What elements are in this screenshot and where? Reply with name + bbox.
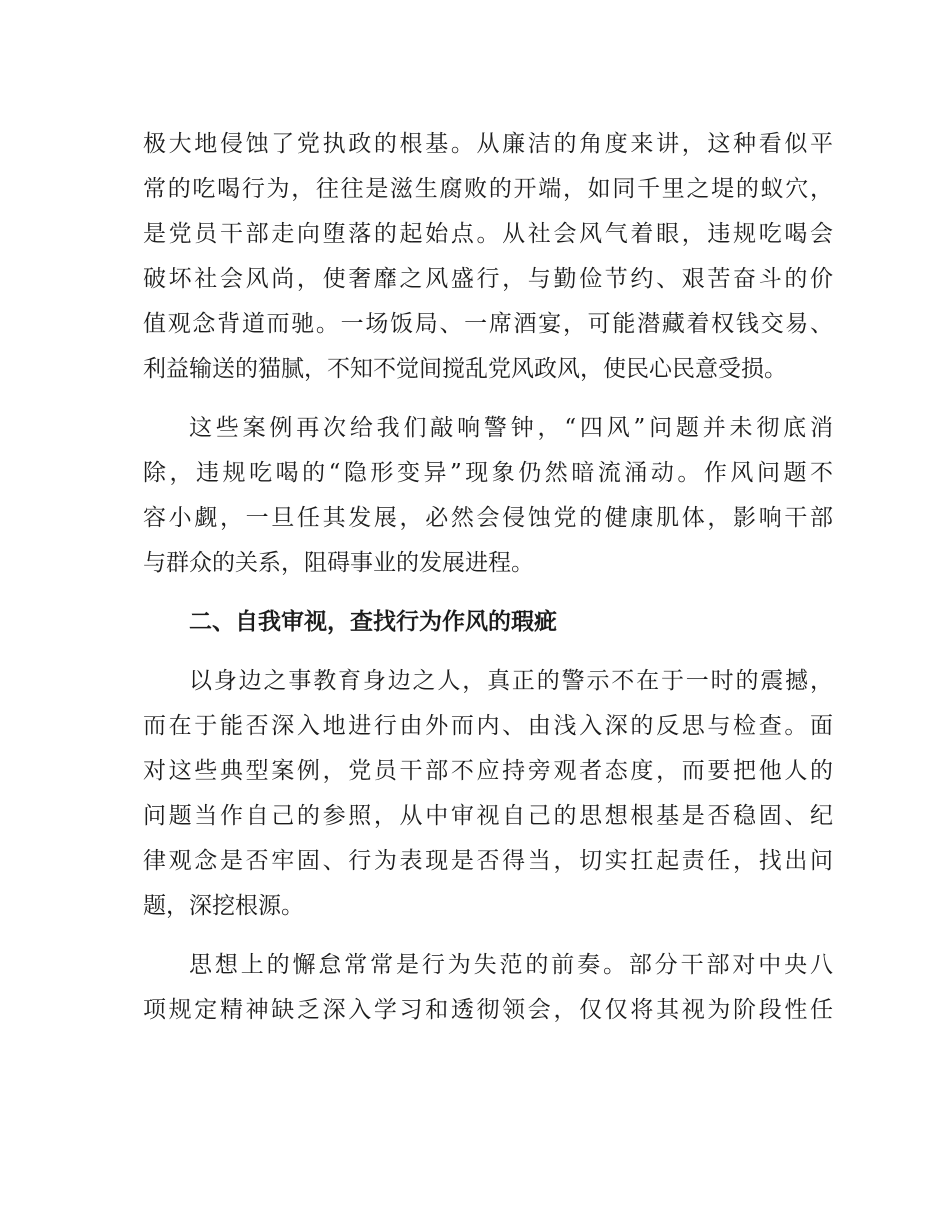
- text-line: 以身边之事教育身边之人，真正的警示不在于一时的震撼，: [189, 668, 833, 694]
- paragraph-warning: [143, 406, 833, 586]
- text-line: 问题当作自己的参照，从中审视自己的思想根基是否稳固、纪: [143, 803, 833, 829]
- text-line: 利益输送的猫腻，不知不觉间搅乱党风政风，使民心民意受损。: [143, 356, 787, 382]
- text-line: 常的吃喝行为，往往是滋生腐败的开端，如同千里之堤的蚁穴，: [143, 176, 833, 202]
- paragraph-continuation: [143, 122, 833, 392]
- text-line: 值观念背道而驰。一场饭局、一席酒宴，可能潜藏着权钱交易、: [143, 311, 833, 337]
- text-line: 极大地侵蚀了党执政的根基。从廉洁的角度来讲，这种看似平: [143, 131, 833, 157]
- text-line: 思想上的懈怠常常是行为失范的前奏。部分干部对中央八: [189, 952, 833, 978]
- text-line: 对这些典型案例，党员干部不应持旁观者态度，而要把他人的: [143, 758, 833, 784]
- text-line: 与群众的关系，阻碍事业的发展进程。: [143, 550, 534, 576]
- text-line: 题，深挖根源。: [143, 893, 304, 919]
- text-line: 这些案例再次给我们敲响警钟，“四风”问题并未彻底消: [189, 415, 833, 441]
- section-heading: 二、自我审视，查找行为作风的瑕疵: [189, 609, 557, 635]
- paragraph-self-review: [143, 659, 833, 929]
- text-line: 容小觑，一旦任其发展，必然会侵蚀党的健康肌体，影响干部: [143, 505, 833, 531]
- document-body: [143, 122, 833, 1047]
- text-line: 律观念是否牢固、行为表现是否得当，切实扛起责任，找出问: [143, 848, 833, 874]
- text-line: 破坏社会风尚，使奢靡之风盛行，与勤俭节约、艰苦奋斗的价: [143, 266, 833, 292]
- text-line: 项规定精神缺乏深入学习和透彻领会，仅仅将其视为阶段性任: [143, 997, 833, 1023]
- paragraph-mindset: [143, 943, 833, 1033]
- text-line: 是党员干部走向堕落的起始点。从社会风气着眼，违规吃喝会: [143, 221, 833, 247]
- text-line: 除，违规吃喝的“隐形变异”现象仍然暗流涌动。作风问题不: [143, 460, 833, 486]
- text-line: 而在于能否深入地进行由外而内、由浅入深的反思与检查。面: [143, 713, 833, 739]
